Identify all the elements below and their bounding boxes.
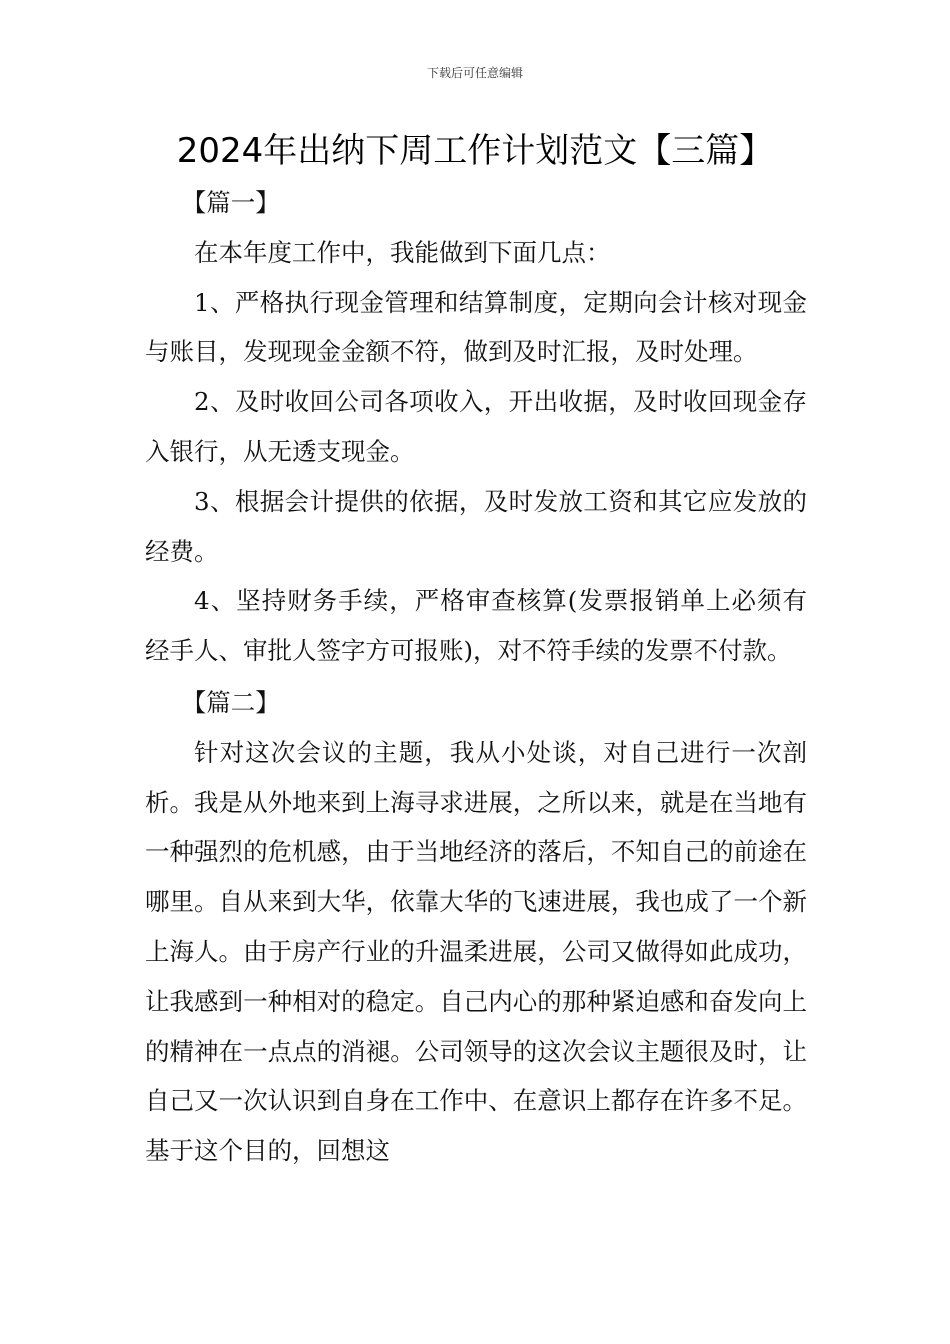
header-note: 下载后可任意编辑 bbox=[426, 66, 523, 80]
document-title: 2024年出纳下周工作计划范文【三篇】 bbox=[176, 131, 774, 171]
paragraph: 2、及时收回公司各项收入，开出收据，及时收回现金存入银行，从无透支现金。 bbox=[145, 387, 807, 466]
paragraph: 4、坚持财务手续，严格审查核算(发票报销单上必须有经手人、审批人签字方可报账)，对不符手续的发票不付款。 bbox=[145, 586, 807, 666]
paragraph: 1、严格执行现金管理和结算制度，定期向会计核对现金与账目，发现现金金额不符，做到及时汇报，及时处理。 bbox=[145, 287, 807, 367]
paragraph: 针对这次会议的主题，我从小处谈，对自己进行一次剖析。我是从外地来到上海寻求进展，之所以来，就是在当地有一种强烈的危机感，由于当地经济的落后，不知自己的前途在哪里。自从来到大华，依靠大华的飞速进展，我也成了一个新上海人。由于房产行业的升温柔进展，公司又做得如此成功，让我感到一种相对的稳定。自己内心的那种紧迫感和奋发向上的精神在一点点的消褪。公司领导的这次会议主题很及时，让自己又一次认识到自身在工作中、在意识上都存在许多不足。基于这个目的，回想这 bbox=[145, 737, 807, 1166]
section-heading-1: 【篇一】 bbox=[181, 188, 280, 217]
section-heading-2: 【篇二】 bbox=[181, 687, 280, 717]
paragraph: 在本年度工作中，我能做到下面几点： bbox=[194, 237, 611, 267]
document-body bbox=[145, 178, 807, 1176]
paragraph: 3、根据会计提供的依据，及时发放工资和其它应发放的经费。 bbox=[145, 486, 807, 566]
